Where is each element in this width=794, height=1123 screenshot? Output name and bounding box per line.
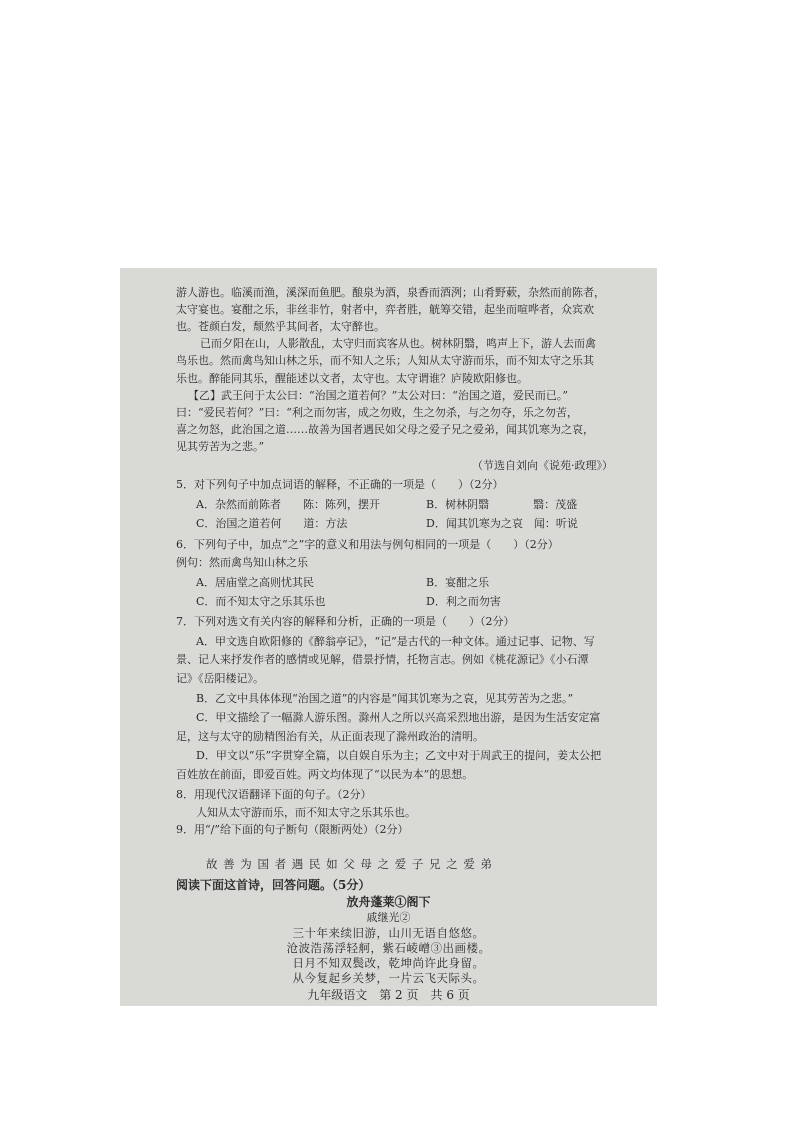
jia-text-line: 乐也。醉能同其乐，醒能述以文者，太守也。太守谓谁？庐陵欧阳修也。 bbox=[176, 371, 528, 385]
question-7-stem: 7．下列对选文有关内容的解释和分析，正确的一项是（ ）（2分） bbox=[176, 614, 515, 628]
question-6-option-d: D．利之而勿害 bbox=[426, 595, 501, 609]
poem-section-intro: 阅读下面这首诗，回答问题。（5分） bbox=[176, 878, 371, 892]
question-7-option-b: B．乙文中具体体现“治国之道”的内容是“闻其饥寒为之哀，见其劳苦为之悲。” bbox=[196, 691, 574, 705]
question-5-option-d: D．闻其饥寒为之哀 闻：听说 bbox=[426, 517, 578, 531]
question-5-option-a: A．杂然而前陈者 陈：陈列，摆开 bbox=[196, 497, 380, 511]
question-7-option-a: 记》《岳阳楼记》。 bbox=[176, 671, 264, 685]
yi-text-line: 见其劳苦为之悲。” bbox=[176, 439, 265, 453]
question-7-option-d: D．甲文以“乐”字贯穿全篇，以自娱自乐为主；乙文中对于周武王的提问，姜太公把 bbox=[196, 749, 602, 763]
page-footer: 九年级语文 第 2 页 共 6 页 bbox=[307, 988, 470, 1002]
jia-text-line: 已而夕阳在山，人影散乱，太守归而宾客从也。树林阴翳，鸣声上下，游人去而禽 bbox=[200, 337, 596, 351]
question-6-option-b: B．宴酣之乐 bbox=[426, 575, 490, 589]
question-9-sentence: 故 善 为 国 者 遇 民 如 父 母 之 爱 子 兄 之 爱 弟 bbox=[206, 857, 493, 871]
jia-text-line: 游人游也。临溪而渔，溪深而鱼肥。酿泉为酒，泉香而酒洌；山肴野蔌，杂然而前陈者， bbox=[176, 286, 605, 299]
question-7-option-a: A．甲文选自欧阳修的《醉翁亭记》，“记”是古代的一种文体。通过记事、记物、写 bbox=[196, 634, 595, 648]
question-8-stem: 8．用现代汉语翻译下面的句子。（2分） bbox=[176, 787, 372, 801]
source-citation: （节选自刘向《说苑·政理》） bbox=[472, 459, 613, 473]
question-6-example: 例句：然而禽鸟知山林之乐 bbox=[176, 556, 308, 570]
jia-text-line: 也。苍颜白发，颓然乎其间者，太守醉也。 bbox=[176, 320, 385, 334]
question-5-option-c: C．治国之道若何 道：方法 bbox=[196, 517, 348, 531]
poem-line: 从今复起乡关梦，一片云飞天际头。 bbox=[292, 971, 485, 985]
question-5-stem: 5．对下列句子中加点词语的解释，不正确的一项是（ ）（2分） bbox=[176, 478, 504, 492]
poem-line: 日月不知双鬓改，乾坤尚许此身留。 bbox=[292, 956, 485, 970]
jia-text-line: 鸟乐也。然而禽鸟知山林之乐，而不知人之乐；人知从太守游而乐，而不知太守之乐其 bbox=[176, 354, 594, 368]
question-7-option-a: 景、记人来抒发作者的感情或见解，借景抒情，托物言志。例如《桃花源记》《小石潭 bbox=[176, 653, 589, 667]
question-7-option-d: 百姓放在前面，即爱百姓。两文均体现了“以民为本”的思想。 bbox=[176, 768, 474, 782]
yi-text-line: 喜之勿怒，此治国之道……故善为国者遇民如父母之爱子兄之爱弟，闻其饥寒为之哀， bbox=[176, 422, 594, 436]
question-5-option-b: B．树林阴翳 翳：茂盛 bbox=[426, 497, 578, 511]
question-6-option-a: A．居庙堂之高则忧其民 bbox=[196, 575, 314, 589]
question-6-option-c: C．而不知太守之乐其乐也 bbox=[196, 595, 326, 609]
question-7-option-c: C．甲文描绘了一幅滁人游乐图。滁州人之所以兴高采烈地出游，是因为生活安定富 bbox=[196, 711, 601, 725]
poem-line: 沧波浩荡浮轻舸，紫石崚嶒③出画楼。 bbox=[286, 941, 491, 955]
question-9-stem: 9．用“/”给下面的句子断句（限断两处）（2分） bbox=[176, 823, 409, 837]
question-8-sentence: 人知从太守游而乐，而不知太守之乐其乐也。 bbox=[196, 805, 416, 819]
question-6-stem: 6．下列句子中，加点“之”字的意义和用法与例句相同的一项是（ ）（2分） bbox=[176, 537, 559, 551]
question-7-option-c: 足，这与太守的励精图治有关，从正面表现了滁州政治的清明。 bbox=[176, 729, 484, 743]
yi-text-line: 【乙】武王问于太公曰：“治国之道若何？”太公对曰：“治国之道，爱民而已。” bbox=[188, 388, 568, 402]
yi-text-line: 曰：“爱民若何？”曰：“利之而勿害，成之勿败，生之勿杀，与之勿夺，乐之勿苦， bbox=[176, 405, 578, 419]
jia-text-line: 太守宴也。宴酣之乐，非丝非竹，射者中，弈者胜，觥筹交错，起坐而喧哗者，众宾欢 bbox=[176, 303, 594, 317]
poem-author: 戚继光② bbox=[366, 911, 411, 924]
poem-line: 三十年来续旧游，山川无语自悠悠。 bbox=[292, 926, 485, 940]
poem-title: 放舟蓬莱①阁下 bbox=[346, 895, 431, 909]
exam-page-bottom bbox=[120, 268, 657, 1006]
